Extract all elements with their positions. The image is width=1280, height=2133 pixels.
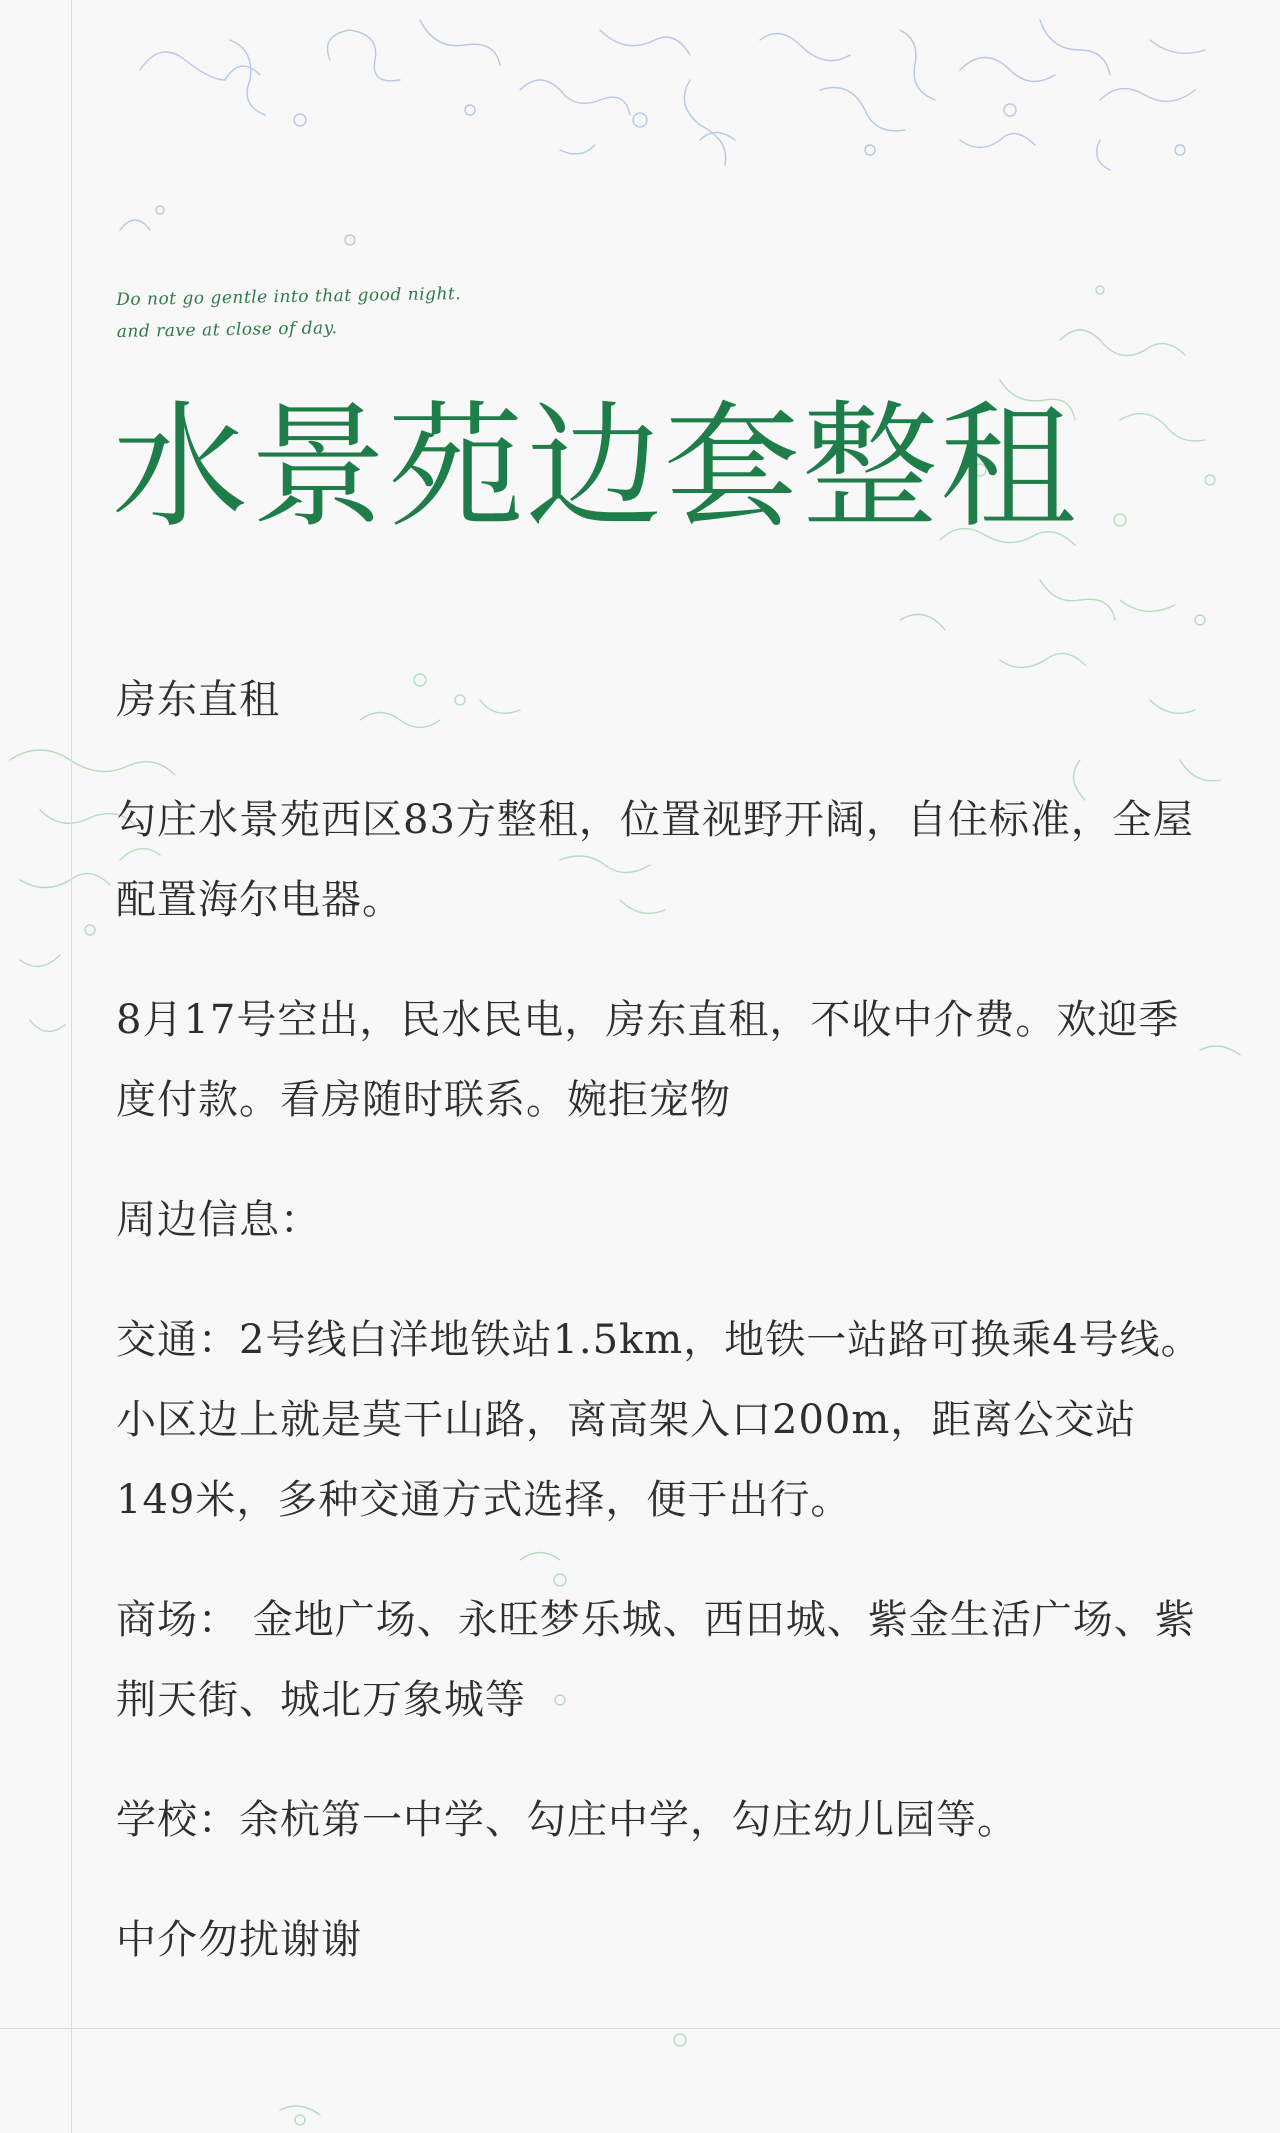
paragraph-apartment-info: 勾庄水景苑西区83方整租，位置视野开阔，自住标准，全屋配置海尔电器。 (116, 797, 1194, 923)
paragraph-transportation: 交通：2号线白洋地铁站1.5km，地铁一站路可换乘4号线。小区边上就是莫干山路，离高架入口200m，距离公交站149米，多种交通方式选择，便于出行。 (116, 1317, 1202, 1523)
paragraph-schools: 学校：余杭第一中学、勾庄中学，勾庄幼儿园等。 (116, 1797, 1018, 1843)
paragraph-surroundings-heading: 周边信息： (116, 1197, 321, 1243)
vertical-guide-line (71, 0, 72, 2133)
quote-line-1: Do not go gentle into that good night. (116, 283, 462, 310)
paragraph-no-agents: 中介勿扰谢谢 (116, 1917, 362, 1963)
quote-line-2: and rave at close of day. (116, 318, 338, 342)
page-title: 水景苑边套整租 (112, 389, 1078, 547)
paragraph-shopping: 商场： 金地广场、永旺梦乐城、西田城、紫金生活广场、紫荆天街、城北万象城等 (116, 1597, 1196, 1723)
paragraph-direct-rent: 房东直租 (116, 677, 280, 723)
handwritten-quote (116, 276, 577, 348)
paragraph-availability: 8月17号空出，民水民电，房东直租，不收中介费。欢迎季度付款。看房随时联系。婉拒宠物 (116, 997, 1180, 1123)
listing-body (116, 660, 1206, 2020)
horizontal-guide-line (0, 2028, 1280, 2029)
